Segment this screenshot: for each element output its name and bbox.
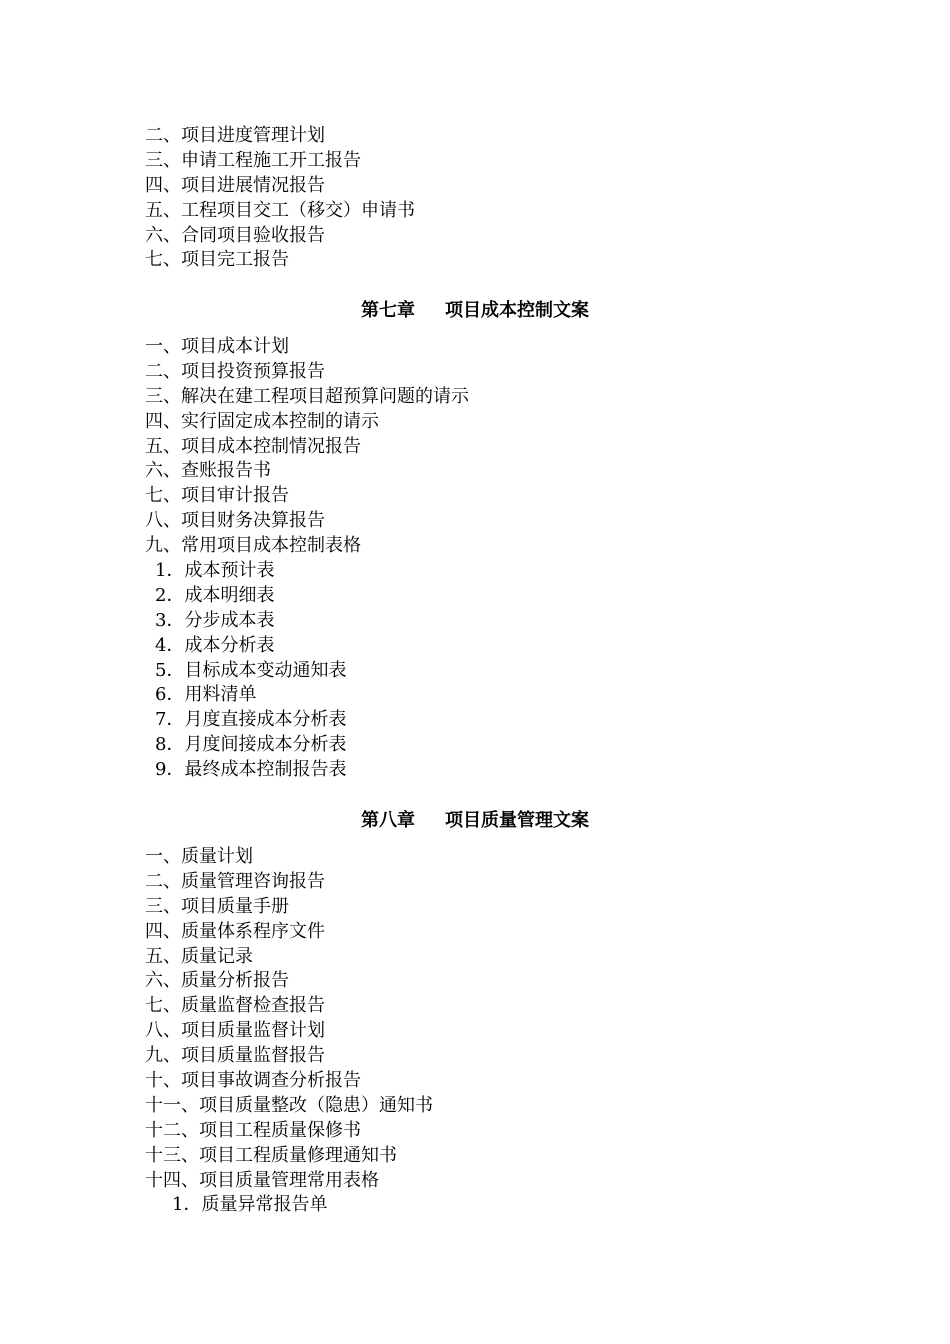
chapter8-list [145,845,845,1218]
list-item: 七、项目审计报告 [145,485,289,507]
list-item: 六、质量分析报告 [145,970,289,992]
chapter7-number: 第七章 [361,300,415,321]
list-item: 十三、项目工程质量修理通知书 [145,1144,397,1166]
chapter7-title: 项目成本控制文案 [445,300,589,321]
chapter7-heading [0,299,950,323]
sub-list-item: 1．质量异常报告单 [172,1194,328,1216]
list-item: 六、合同项目验收报告 [145,224,325,246]
sub-list-item: 6．用料清单 [155,684,257,706]
sub-list-item: 9．最终成本控制报告表 [155,759,347,781]
chapter8-number: 第八章 [361,810,415,831]
section-top-list [145,124,845,273]
list-item: 三、申请工程施工开工报告 [145,149,361,171]
list-item: 五、质量记录 [145,945,253,967]
list-item: 二、质量管理咨询报告 [145,870,325,892]
list-item: 十二、项目工程质量保修书 [145,1119,361,1141]
list-item: 三、项目质量手册 [145,895,289,917]
list-item: 九、项目质量监督报告 [145,1045,325,1067]
list-item: 九、常用项目成本控制表格 [145,535,361,557]
chapter8-heading [0,809,950,833]
list-item: 八、项目财务决算报告 [145,510,325,532]
chapter7-list [145,335,845,783]
list-item: 四、项目进展情况报告 [145,174,325,196]
list-item: 二、项目进度管理计划 [145,125,325,146]
sub-list-item: 2．成本明细表 [155,584,275,606]
list-item: 七、质量监督检查报告 [145,995,325,1017]
sub-list-item: 7．月度直接成本分析表 [155,709,347,731]
list-item: 七、项目完工报告 [145,249,289,271]
list-item: 五、工程项目交工（移交）申请书 [145,199,415,221]
sub-list-item: 8．月度间接成本分析表 [155,734,347,756]
chapter8-title: 项目质量管理文案 [445,810,589,831]
sub-list-item: 4．成本分析表 [155,634,275,656]
list-item: 十一、项目质量整改（隐患）通知书 [145,1094,433,1116]
list-item: 一、质量计划 [145,846,253,867]
list-item: 十四、项目质量管理常用表格 [145,1169,379,1191]
list-item: 四、实行固定成本控制的请示 [145,410,379,432]
sub-list-item: 5．目标成本变动通知表 [155,659,347,681]
list-item: 三、解决在建工程项目超预算问题的请示 [145,385,469,407]
list-item: 六、查账报告书 [145,460,271,482]
list-item: 八、项目质量监督计划 [145,1020,325,1042]
sub-list-item: 1．成本预计表 [155,560,275,582]
sub-list-item: 3．分步成本表 [155,609,275,631]
list-item: 四、质量体系程序文件 [145,920,325,942]
list-item: 十、项目事故调查分析报告 [145,1070,361,1092]
list-item: 五、项目成本控制情况报告 [145,435,361,457]
list-item: 二、项目投资预算报告 [145,360,325,382]
list-item: 一、项目成本计划 [145,336,289,357]
